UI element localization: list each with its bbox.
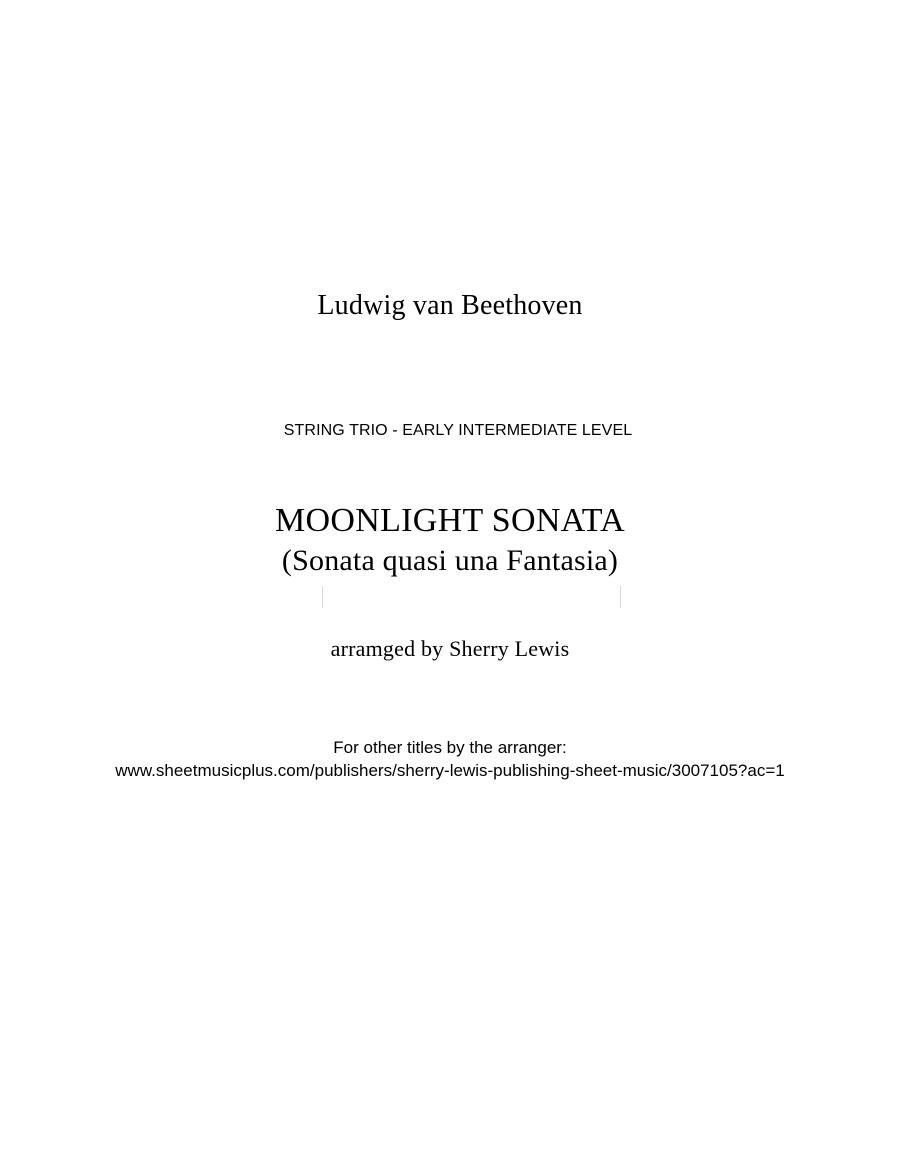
- left-divider-mark: [322, 586, 323, 608]
- more-titles-link[interactable]: www.sheetmusicplus.com/publishers/sherry-lewis-publishing-sheet-music/3007105?ac=1: [115, 761, 785, 780]
- right-divider-mark: [620, 586, 621, 608]
- piece-subtitle: (Sonata quasi una Fantasia): [281, 544, 619, 577]
- more-titles-label: For other titles by the arranger:: [333, 738, 567, 757]
- ensemble-level-label: STRING TRIO - EARLY INTERMEDIATE LEVEL: [283, 422, 633, 439]
- arranger-credit: arramged by Sherry Lewis: [330, 636, 570, 661]
- piece-title: MOONLIGHT SONATA: [275, 502, 625, 539]
- composer-name: Ludwig van Beethoven: [317, 290, 583, 321]
